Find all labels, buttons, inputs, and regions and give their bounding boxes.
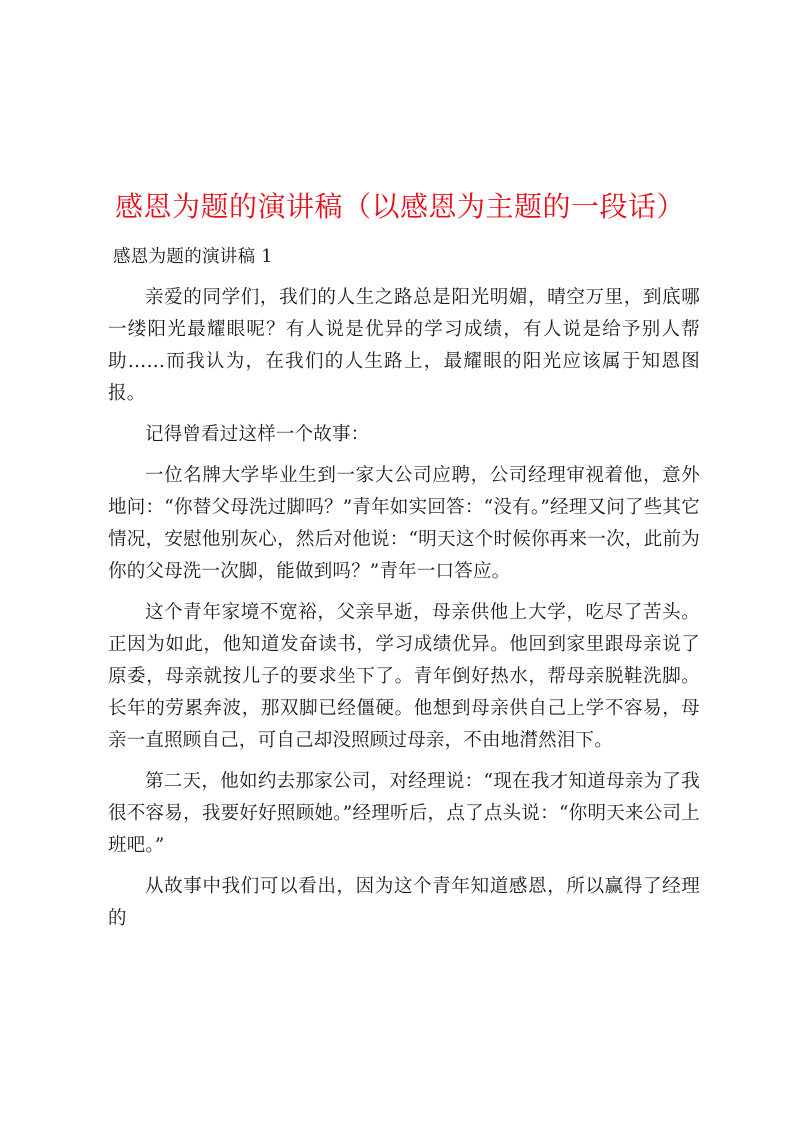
- paragraph: 亲爱的同学们，我们的人生之路总是阳光明媚，晴空万里，到底哪一缕阳光最耀眼呢？有人说是优异的学习成绩，有人说是给予别人帮助……而我认为，在我们的人生路上，最耀眼的阳光应该属于知恩图报。: [108, 287, 700, 404]
- paragraph: 第二天，他如约去那家公司，对经理说：“现在我才知道母亲为了我很不容易，我要好好照顾她。”经理听后，点了点头说：“你明天来公司上班吧。”: [108, 771, 700, 856]
- section-heading: 感恩为题的演讲稿 1: [113, 247, 273, 267]
- paragraph: 这个青年家境不宽裕，父亲早逝，母亲供他上大学，吃尽了苦头。正因为如此，他知道发奋读书，学习成绩优异。他回到家里跟母亲说了原委，母亲就按儿子的要求坐下了。青年倒好热水，帮母亲脱鞋洗脚。长年的劳累奔波，那双脚已经僵硬。他想到母亲供自己上学不容易，母亲一直照顾自己，可自己却没照顾过母亲，不由地潸然泪下。: [108, 602, 700, 751]
- paragraph: 记得曾看过这样一个故事：: [145, 424, 370, 445]
- document-body: [108, 282, 700, 944]
- paragraph: 从故事中我们可以看出，因为这个青年知道感恩，所以赢得了经理的: [108, 876, 700, 929]
- paragraph: 一位名牌大学毕业生到一家大公司应聘，公司经理审视着他，意外地问：“你替父母洗过脚吗？”青年如实回答：“没有。”经理又问了些其它情况，安慰他别灰心，然后对他说：“明天这个时候你再来一次，此前为你的父母洗一次脚，能做到吗？”青年一口答应。: [108, 465, 700, 582]
- document-title: 感恩为题的演讲稿（以感恩为主题的一段话）: [114, 189, 685, 223]
